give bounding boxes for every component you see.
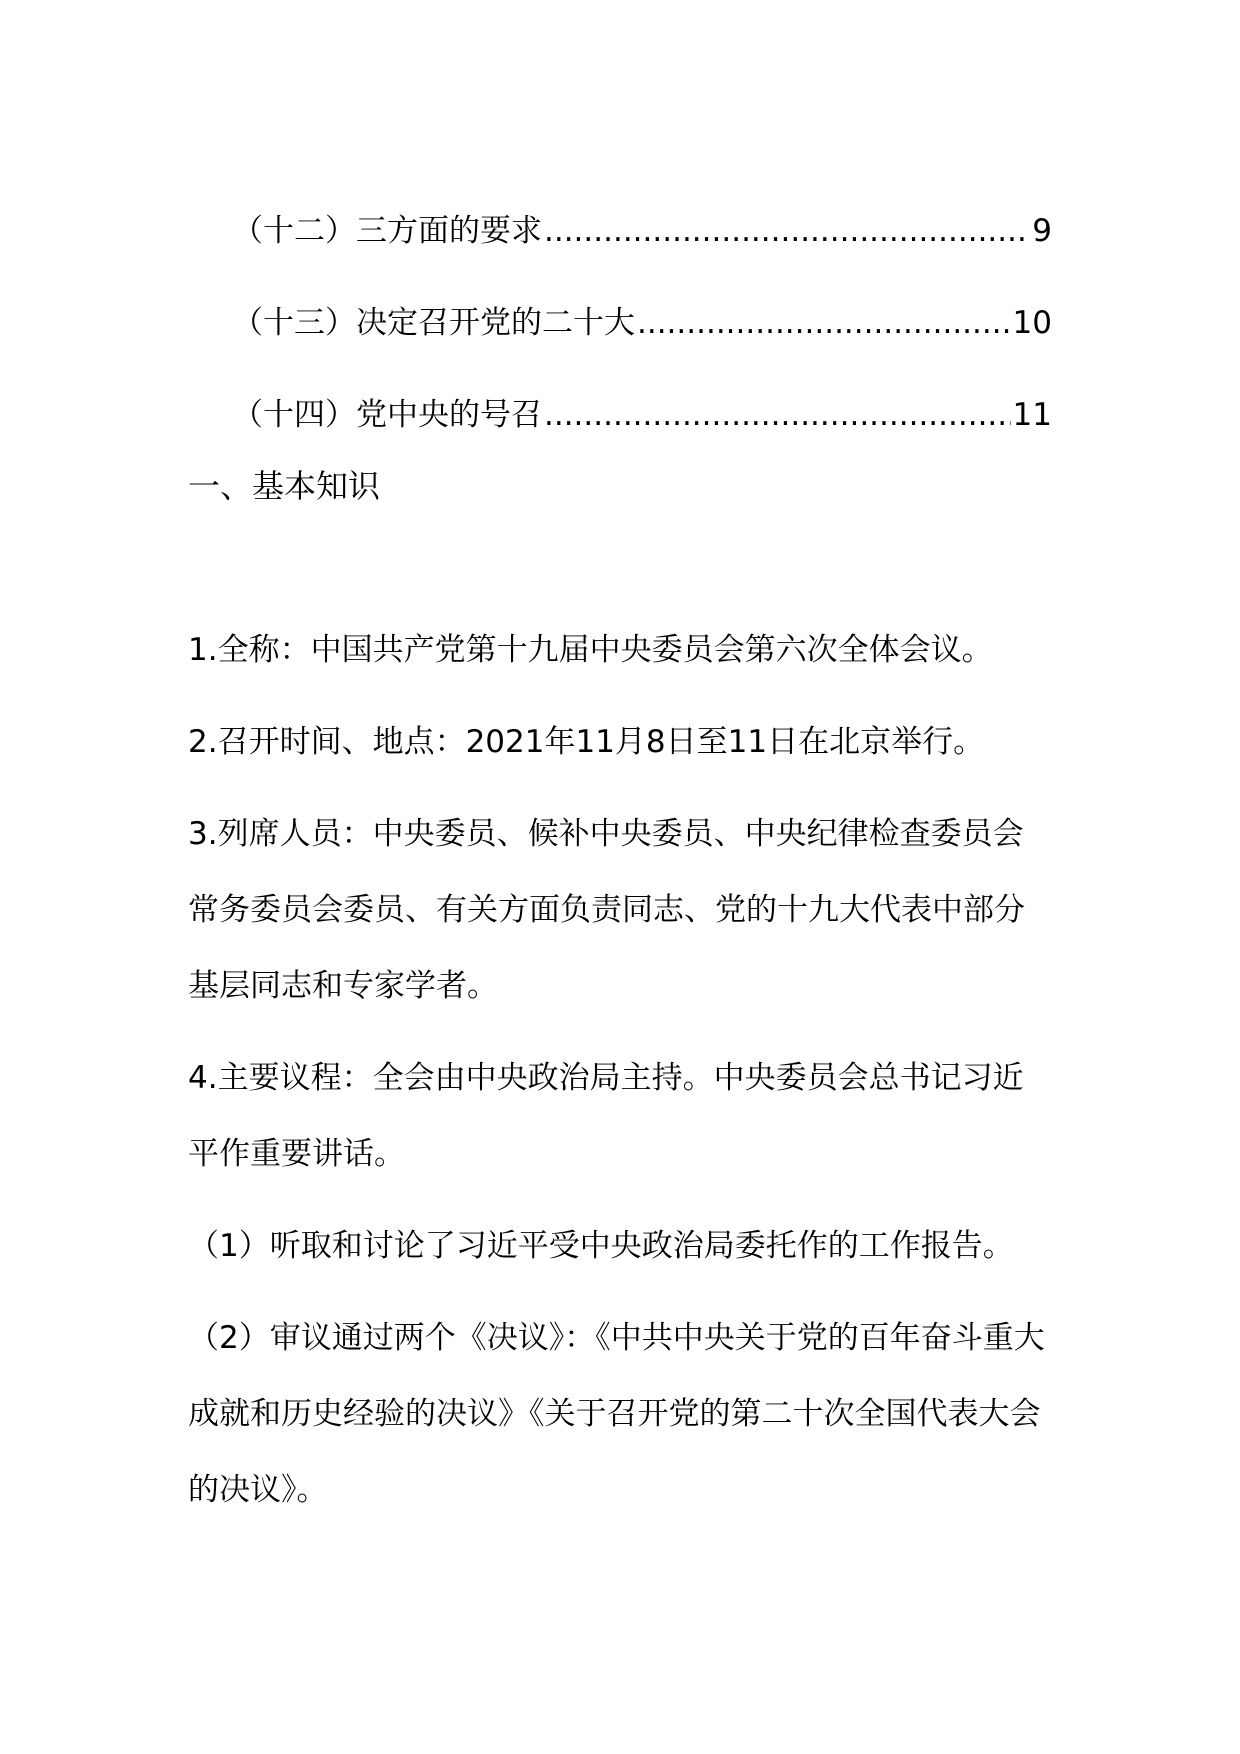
toc-entry[interactable]: [232, 260, 1052, 352]
toc-entry-title: （十四）党中央的号召: [232, 397, 542, 433]
paragraph-time-place: 2.召开时间、地点：2021年11月8日至11日在北京举行。: [188, 724, 985, 760]
toc-entry[interactable]: [232, 168, 1052, 260]
body-text: [188, 612, 1052, 1544]
toc-entry-page: 9: [1032, 213, 1052, 249]
section-heading: 一、基本知识: [188, 467, 381, 505]
toc-dot-leader: [544, 386, 1011, 444]
paragraph-agenda-item-1: （1）听取和讨论了习近平受中央政治局委托作的工作报告。: [188, 1228, 1014, 1264]
paragraph-agenda-item-2: （2）审议通过两个《决议》：《中共中央关于党的百年奋斗重大成就和历史经验的决议》《关于召开党的第二十次全国代表大会的决议》。: [188, 1320, 1045, 1508]
toc-entry-title: （十二）三方面的要求: [232, 213, 542, 249]
toc-entry-title: （十三）决定召开党的二十大: [232, 305, 635, 341]
toc-entry-page: 11: [1012, 397, 1052, 433]
toc-dot-leader: [544, 202, 1030, 260]
toc-entry-page: 10: [1012, 305, 1052, 341]
toc-dot-leader: [637, 294, 1011, 352]
paragraph-attendees: 3.列席人员：中央委员、候补中央委员、中央纪律检查委员会常务委员会委员、有关方面负责同志、党的十九大代表中部分基层同志和专家学者。: [188, 816, 1025, 1004]
table-of-contents: [232, 168, 1052, 444]
paragraph-full-name: 1.全称：中国共产党第十九届中央委员会第六次全体会议。: [188, 632, 993, 668]
toc-entry[interactable]: [232, 352, 1052, 444]
paragraph-agenda: 4.主要议程：全会由中央政治局主持。中央委员会总书记习近平作重要讲话。: [188, 1060, 1024, 1172]
